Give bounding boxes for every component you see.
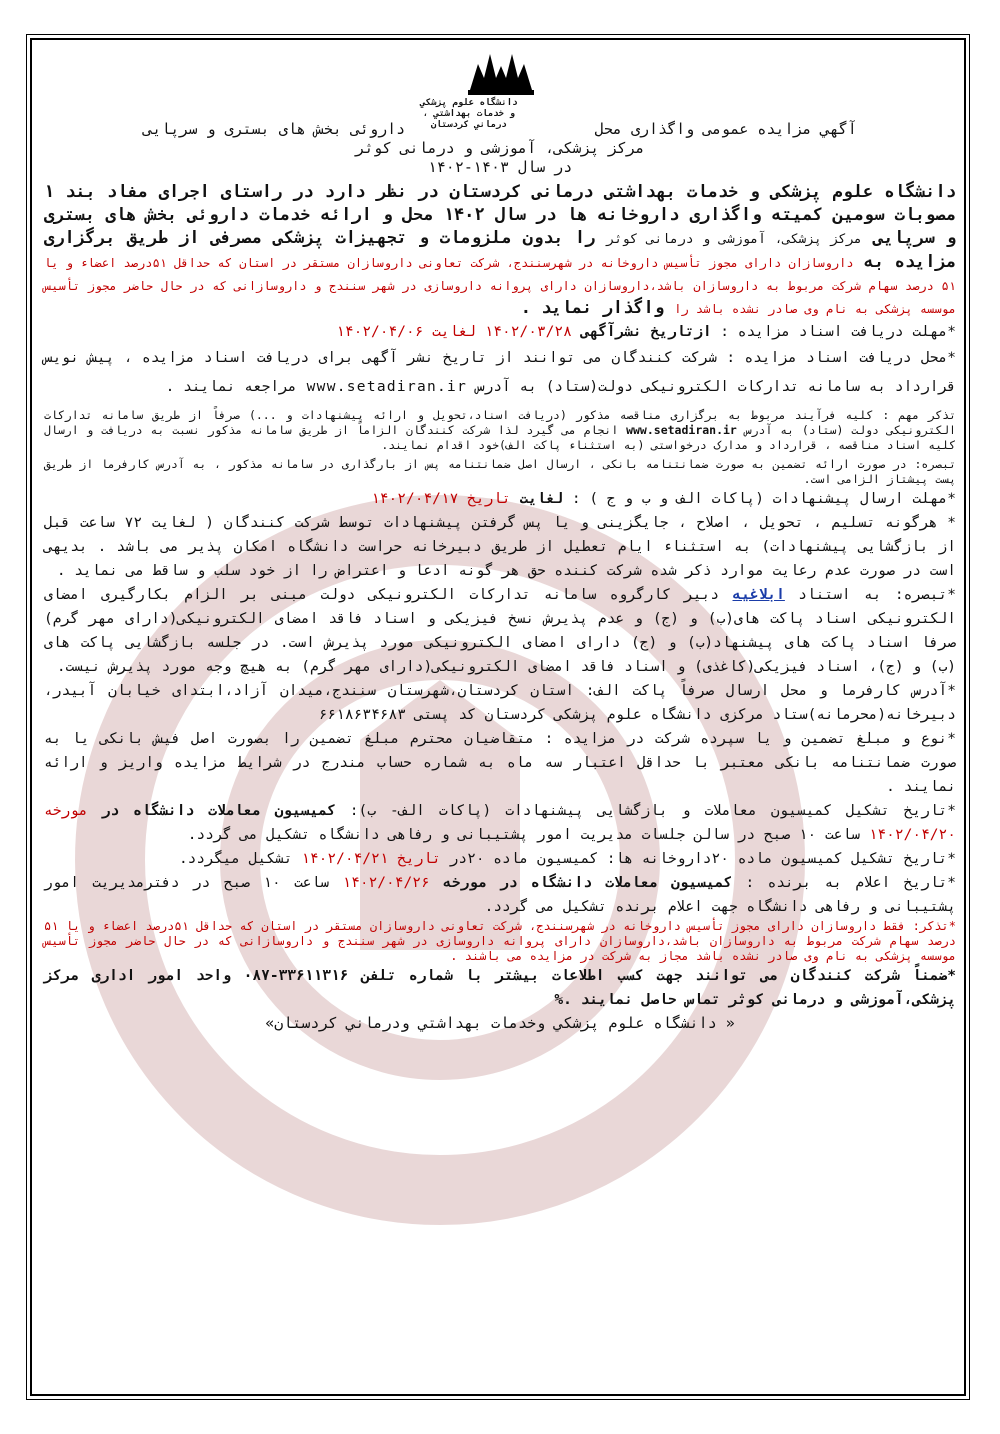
- heading-line-3: در سال ۱۴۰۳-۱۴۰۲: [427, 158, 573, 176]
- heading-line-2: مرکز پزشکی، آموزشی و درمانی کوثر: [355, 139, 645, 157]
- address-paragraph: *آدرس کارفرما و محل ارسال صرفاً پاکت الف: استان کردستان،شهرستان سنندج،میدان آزاد،ابتدای خیابان آبیدر، دبیرخانه(محرمانه)ستاد مرکزی دانشگاه علوم پزشکی کردستان کد پستی ۶۶۱۸۶۳۴۶۸۳: [44, 683, 956, 723]
- guarantee-paragraph: *نوع و مبلغ تضمین و یا سپرده شرکت در مزایده : متقاضیان محترم مبلغ تضمین را بصورت اصل فیش بانکی یا به صورت ضمانتنامه بانکی معتبر با حداقل اعتبار سه ماه به شماره حساب مندرج در شرایط مزایده واریز و ارائه نمایند .: [44, 731, 956, 795]
- tabsare-paragraph: *تبصره: به استناد ابلاغیه دبیر کارگروه سامانه تدارکات الکترونیکی دولت مبنی بر الزام بکارگیری امضای الکترونیکی اسناد پاکت های(ب) و (ج) و عدم پذیرش نسخ فیزیکی و اسناد فاقد امضای الکترونیکی(دارای مهر گرم) صرفا اسناد پاکت های پیشنهاد(ب) و (ج) دارای امضای الکترونیکی مورد پذیرش است. در جلسه بازگشایی پاکت های (ب) و (ج)، اسناد فیزیکی(کاغذی) و اسناد فاقد امضای الکترونیکی(دارای مهر گرم) به هیچ وجه مورد پذیرش نیست.: [44, 587, 956, 675]
- notice-link[interactable]: ابلاغیه: [732, 587, 785, 603]
- contact-paragraph: *ضمناً شرکت کنندگان می توانند جهت کسب اطلاعات بیشتر با شماره تلفن ۳۳۶۱۱۳۱۶-۰۸۷ واحد امور اداری مرکز پزشکی،آموزشی و درمانی کوثر تماس حاصل نمایند .%: [44, 968, 956, 1008]
- guarantee-note: تبصره: در صورت ارائه تضمین به صورت ضمانتنامه بانکی ، ارسال اصل ضمانتنامه پس از بارگذاری در سامانه مذکور ، به آدرس کارفرما از طریق پست پیشتاز الزامی است.: [44, 457, 956, 486]
- send-deadline: *مهلت ارسال پیشنهادات (پاکات الف و ب و ج ) : لغایت تاریخ ۱۴۰۲/۰۴/۱۷: [371, 491, 956, 507]
- final-red-note: *تذکر: فقط داروسازان دارای مجوز تأسیس داروخانه در شهرسنندج، شرکت تعاونی داروسازان مستقر در استان که حداقل ۵۱درصد اعضاء و یا ۵۱ درصد سهام شرکت مربوط به داروسازان باشد،داروسازان دارای پروانه داروسازی در شهر سنندج و داروسازانی که در حال حاضر مجوز تأسیس موسسه پزشکی به نام وی صادر نشده باشد مجاز به شرکت در مزایده می باشند .: [44, 919, 957, 963]
- delivery-paragraph: * هرگونه تسلیم ، تحویل ، اصلاح ، جایگزینی و یا پس گرفتن پیشنهادات توسط شرکت کنندگان ( لغایت ۷۲ ساعت قبل از بازگشایی پیشنهادات) به استثناء ایام تعطیل از طریق دبیرخانه حراست دانشگاه امکان پذیر می باشد . بدیهی است در صورت عدم رعایت موارد ذکر شده شرکت کننده حق هر گونه ادعا و اعتراض را از خود سلب و ساقط می نماید .: [44, 515, 956, 579]
- commission20-paragraph: *تاریخ تشکیل کمیسیون ماده ۲۰داروخانه ها: کمیسیون ماده ۲۰در تاریخ ۱۴۰۲/۰۴/۲۱ تشکیل میگردد.: [178, 851, 956, 867]
- commission-paragraph: *تاریخ تشکیل کمیسیون معاملات و بازگشایی پیشنهادات (پاکات الف- ب): کمیسیون معاملات دانشگاه در مورخه ۱۴۰۲/۰۴/۲۰ ساعت ۱۰ صبح در سالن جلسات مدیریت امور پشتیبانی و رفاهی دانشگاه تشکیل می گردد.: [44, 803, 957, 843]
- footer-signature: « دانشگاه علوم پزشكي وخدمات بهداشتي ودرماني كردستان»: [265, 1014, 735, 1032]
- receive-place: *محل دریافت اسناد مزایده : شرکت کنندگان می توانند از تاریخ نشر آگهی برای دریافت اسناد مزایده ، پیش نویس قرارداد به سامانه تدارکات الکترونیکی دولت(ستاد) به آدرس www.setadiran.ir مراجعه نمایند .: [44, 350, 956, 395]
- important-note: تذکر مهم : کلیه فرآیند مربوط به برگزاری مناقصه مذکور (دریافت اسناد،تحویل و ارائه پیشنهادات و ...) صرفاً از طریق سامانه تدارکات الکترونیکی دولت (ستاد) به آدرس www.setadiran.ir انجام می گیرد لذا شرکت کنندگان الزاماً از طریق سامانه مذکور نسبت به دریافت و ارسال کلیه اسناد مناقصه ، قرارداد و مدارک درخواستی (به استثناء پاکت الف)خود اقدام نمایند.: [44, 408, 956, 452]
- winner-paragraph: *تاریخ اعلام به برنده : کمیسیون معاملات دانشگاه در مورخه ۱۴۰۲/۰۴/۲۶ ساعت ۱۰ صبح در دفترمدیریت امور پشتیبانی و رفاهی دانشگاه جهت اعلام برنده تشکیل می گردد.: [44, 875, 957, 915]
- intro-paragraph: دانشگاه علوم پزشکی و خدمات بهداشتی درمانی کردستان در نظر دارد در راستای اجرای مفاد بند ۱ مصوبات سومین کمیته واگذاری داروخانه ها در سال ۱۴۰۲ محل و ارائه خدمات داروئی بخش های بستری و سرپایی مرکز پزشکی، آموزشی و درمانی کوثر را بدون ملزومات و تجهیزات پزشکی مصرفی از طریق برگزاری مزایده به داروسازان دارای مجوز تأسیس داروخانه در شهرسنندج، شرکت تعاونی داروسازان مستقر در استان که حداقل ۵۱درصد اعضاء و یا ۵۱ درصد سهام شرکت مربوط به داروسازان باشد،داروسازان دارای پروانه داروسازی در شهر سنندج و داروسازانی که در حال حاضر مجوز تأسیس موسسه پزشکی به نام وی صادر نشده باشد را واگذار نماید .: [44, 182, 956, 318]
- university-logo: [466, 50, 536, 96]
- university-name: دانشگاه علوم پزشکي و خدمات بهداشتي ، درماني کردستان: [420, 98, 518, 130]
- heading-line-1: آگهي مزايده عمومی واگذاری محل داروئی بخش های بستری و سرپایی: [143, 120, 857, 138]
- receive-deadline: *مهلت دریافت اسناد مزایده : ازتاریخ نشرآگهی ۱۴۰۲/۰۳/۲۸ لغایت ۱۴۰۲/۰۴/۰۶: [336, 324, 956, 340]
